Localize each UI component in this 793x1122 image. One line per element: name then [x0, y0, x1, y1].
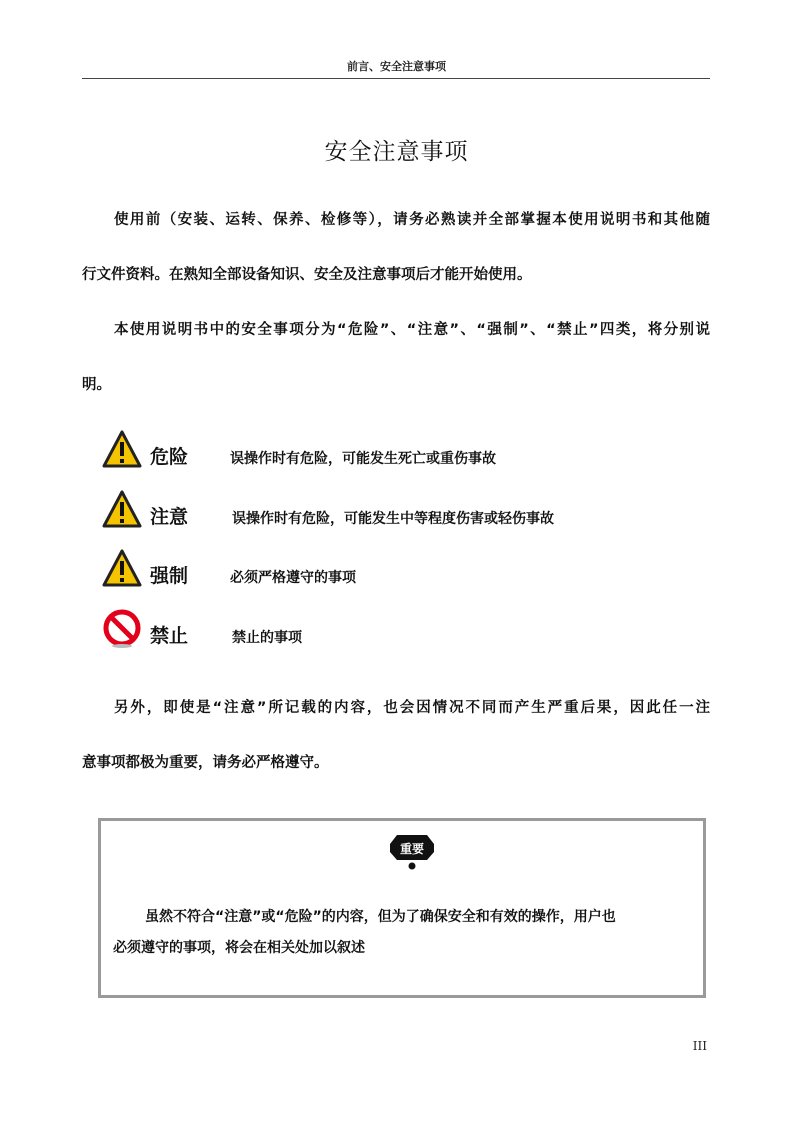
warning-label-mandatory: 强制 — [150, 565, 189, 587]
header-rule — [82, 78, 710, 79]
warning-label-caution: 注意 — [150, 506, 189, 528]
warning-desc-danger: 误操作时有危险，可能发生死亡或重伤事故 — [230, 451, 496, 467]
notice-text-line-1: 虽然不符合“注意”或“危险”的内容，但为了确保安全和有效的操作，用户也 — [145, 909, 616, 925]
important-badge-icon — [389, 833, 435, 871]
important-notice-box — [98, 818, 706, 998]
warning-triangle-icon — [102, 549, 142, 589]
outro-paragraph-line-2: 意事项都极为重要，请务必严格遵守。 — [82, 755, 329, 771]
intro-paragraph-2-line-2: 明。 — [82, 377, 111, 393]
important-badge-label: 重要 — [399, 842, 425, 856]
intro-paragraph-1-line-2: 行文件资料。在熟知全部设备知识、安全及注意事项后才能开始使用。 — [82, 267, 532, 283]
notice-text-line-2: 必须遵守的事项，将会在相关处加以叙述 — [113, 940, 365, 956]
outro-paragraph-line-1: 另外，即使是“注意”所记载的内容，也会因情况不同而产生严重后果，因此任一注 — [114, 700, 710, 716]
warning-desc-mandatory: 必须严格遵守的事项 — [230, 570, 356, 586]
intro-paragraph-2-line-1: 本使用说明书中的安全事项分为“危险”、“注意”、“强制”、“禁止”四类，将分别说 — [114, 322, 710, 338]
page-title: 安全注意事项 — [324, 139, 469, 165]
warning-label-danger: 危险 — [150, 446, 189, 468]
page-number: III — [692, 1039, 707, 1053]
prohibition-icon — [102, 609, 142, 649]
running-header: 前言、安全注意事项 — [347, 60, 446, 73]
warning-desc-caution: 误操作时有危险，可能发生中等程度伤害或轻伤事故 — [232, 511, 554, 527]
intro-paragraph-1-line-1: 使用前（安装、运转、保养、检修等），请务必熟读并全部掌握本使用说明书和其他随 — [114, 212, 710, 228]
warning-triangle-icon — [102, 430, 142, 470]
warning-triangle-icon — [102, 490, 142, 530]
warning-label-prohibited: 禁止 — [150, 625, 189, 647]
warning-desc-prohibited: 禁止的事项 — [232, 630, 302, 646]
